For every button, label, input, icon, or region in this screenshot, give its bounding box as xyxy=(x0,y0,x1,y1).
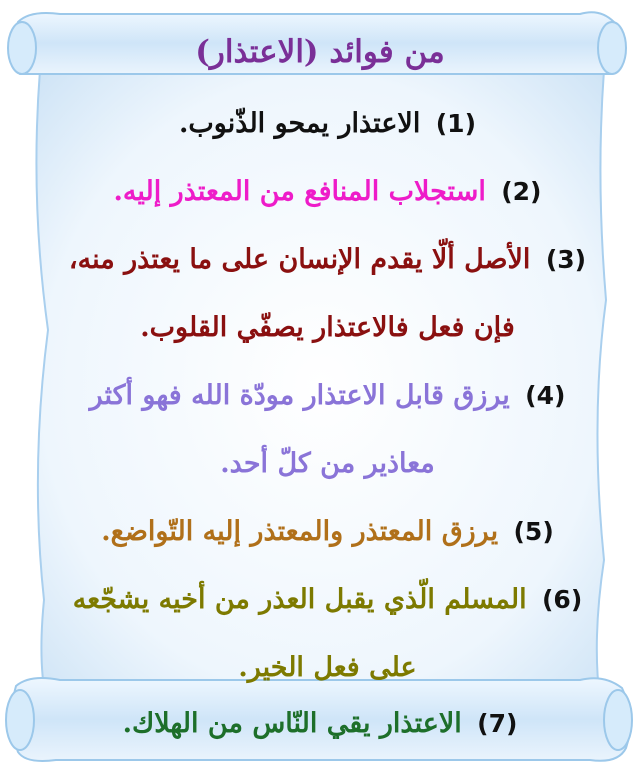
item-number: (3) xyxy=(545,245,587,274)
list-item xyxy=(60,226,595,362)
item-number: (2) xyxy=(501,177,542,206)
item-number: (4) xyxy=(525,381,566,410)
list-item xyxy=(60,362,595,498)
item-text: المسلم الّذي يقبل العذر من أخيه يشجّعه على فعل الخير. xyxy=(72,584,527,683)
item-text: استجلاب المنافع من المعتذر إليه. xyxy=(113,176,486,207)
scroll-top-left-curl xyxy=(8,22,36,74)
item-text: الأصل ألّا يقدم الإنسان على ما يعتذر منه، فإن فعل فالاعتذار يصفّي القلوب. xyxy=(68,244,531,343)
item-number: (5) xyxy=(513,517,554,546)
item-text: يرزق المعتذر والمعتذر إليه التّواضع. xyxy=(101,516,499,547)
item-number: (7) xyxy=(477,709,518,738)
item-text: الاعتذار يمحو الذّنوب. xyxy=(178,108,421,139)
benefits-list xyxy=(60,90,595,702)
page-title: من فوائد (الاعتذار) xyxy=(195,34,445,70)
list-item xyxy=(60,566,595,702)
item-text: الاعتذار يقي النّاس من الهلاك. xyxy=(122,708,462,739)
item-text: يرزق قابل الاعتذار مودّة الله فهو أكثر معاذير من كلّ أحد. xyxy=(89,380,510,479)
scroll-top-right-curl xyxy=(598,22,626,74)
scroll-bottom-right-curl xyxy=(604,690,632,750)
item-number: (6) xyxy=(542,585,583,614)
list-item xyxy=(40,692,600,756)
list-item xyxy=(60,90,595,158)
item-number: (1) xyxy=(435,109,476,138)
list-item xyxy=(60,498,595,566)
list-item xyxy=(60,158,595,226)
scroll-bottom-left-curl xyxy=(6,690,34,750)
